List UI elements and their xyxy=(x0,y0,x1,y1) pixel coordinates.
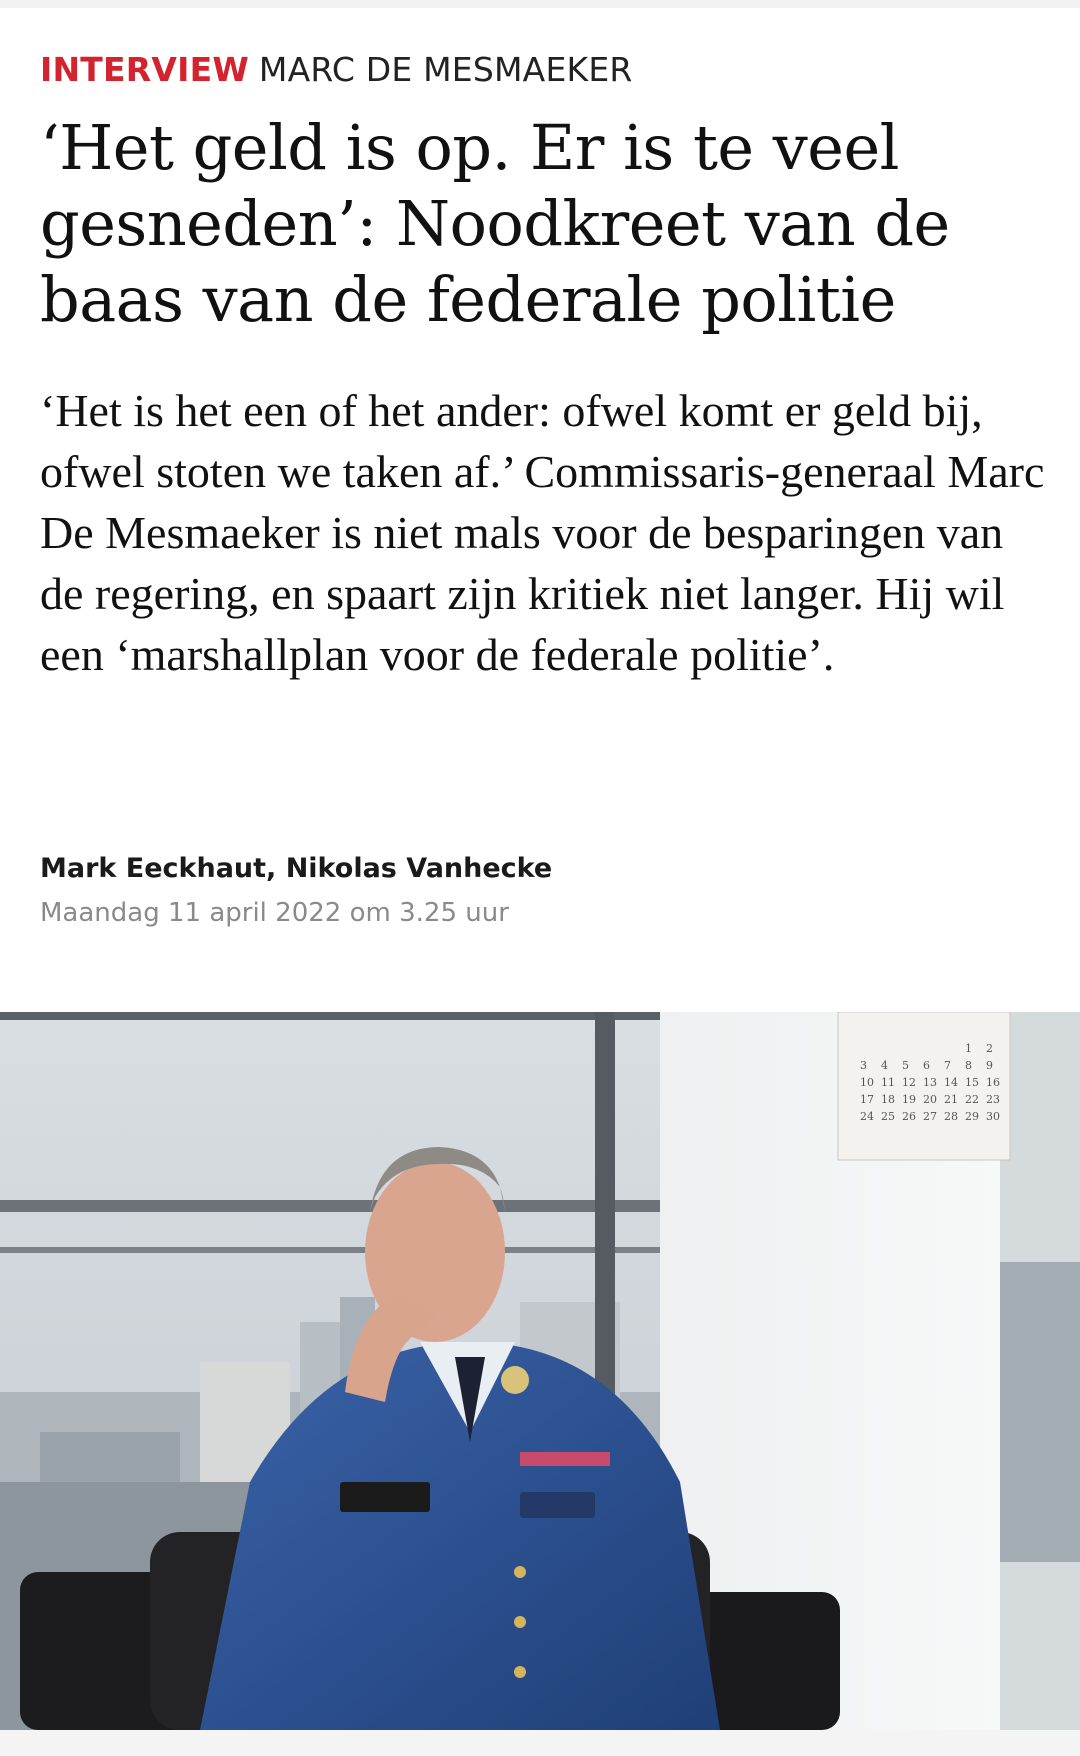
calendar-day: 11 xyxy=(881,1076,895,1089)
article-lead: ‘Het is het een of het ander: ofwel komt er geld bij, ofwel stoten we taken af.’ Commissaris-generaal Marc De Mesmaeker is niet mals voor de besparingen van de regering, en spaart zijn kritiek niet langer. Hij wil een ‘marshallplan voor de federale politie’. xyxy=(40,385,1045,680)
calendar-day: 12 xyxy=(902,1076,916,1089)
calendar-day: 13 xyxy=(923,1076,937,1089)
calendar-day: 15 xyxy=(965,1076,979,1089)
portrait-photo xyxy=(0,1012,1080,1730)
calendar-day: 8 xyxy=(965,1059,972,1072)
article-authors[interactable]: Mark Eeckhaut, Nikolas Vanhecke xyxy=(40,853,553,884)
article-headline: ‘Het geld is op. Er is te veel gesneden’: Noodkreet van de baas van de federale politie xyxy=(40,111,950,336)
article-kicker xyxy=(40,48,633,92)
wall-calendar xyxy=(838,1012,1010,1160)
calendar-day: 17 xyxy=(860,1093,874,1106)
calendar-day: 30 xyxy=(986,1110,1000,1123)
top-bar xyxy=(0,0,1080,8)
kicker-subject: MARC DE MESMAEKER xyxy=(258,50,633,89)
calendar-day: 2 xyxy=(986,1042,993,1055)
calendar-day: 19 xyxy=(902,1093,916,1106)
article-date: Maandag 11 april 2022 om 3.25 uur xyxy=(40,898,509,928)
calendar-day: 25 xyxy=(881,1110,895,1123)
calendar-day: 23 xyxy=(986,1093,1000,1106)
window-frame xyxy=(0,1200,660,1212)
calendar-day: 27 xyxy=(923,1110,937,1123)
calendar-day: 14 xyxy=(944,1076,958,1089)
calendar-day: 10 xyxy=(860,1076,874,1089)
calendar-day: 24 xyxy=(860,1110,874,1123)
calendar-day: 7 xyxy=(944,1059,951,1072)
calendar-day: 29 xyxy=(965,1110,979,1123)
calendar-day: 1 xyxy=(965,1042,972,1055)
bottom-bar xyxy=(0,1730,1080,1756)
calendar-day: 16 xyxy=(986,1076,1000,1089)
calendar-day: 9 xyxy=(986,1059,993,1072)
calendar-day: 4 xyxy=(881,1059,888,1072)
calendar-day: 3 xyxy=(860,1059,867,1072)
article-photo[interactable] xyxy=(0,1012,1080,1730)
calendar-day: 5 xyxy=(902,1059,909,1072)
calendar-day: 20 xyxy=(923,1093,937,1106)
calendar-day: 26 xyxy=(902,1110,916,1123)
calendar-day: 28 xyxy=(944,1110,958,1123)
kicker-label: INTERVIEW xyxy=(40,50,249,89)
calendar-day: 21 xyxy=(944,1093,958,1106)
calendar-day: 18 xyxy=(881,1093,895,1106)
calendar-day: 6 xyxy=(923,1059,930,1072)
calendar-day: 22 xyxy=(965,1093,979,1106)
